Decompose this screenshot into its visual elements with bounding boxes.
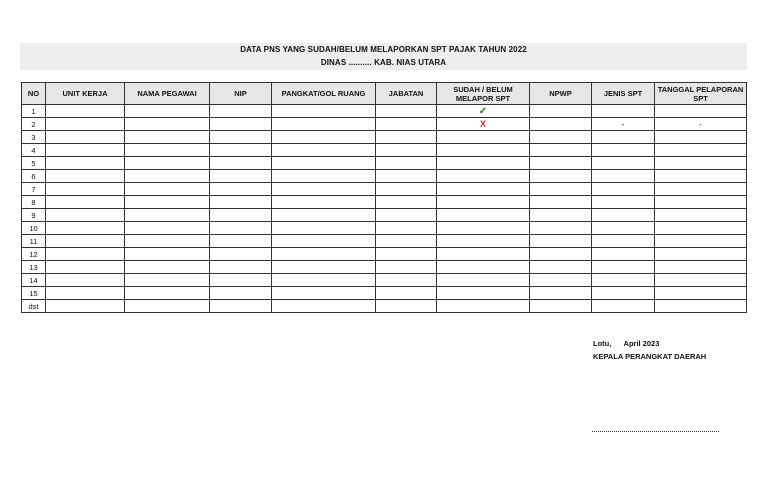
cell-no: 1 bbox=[22, 105, 46, 118]
cell-tanggal bbox=[655, 287, 747, 300]
cell-status bbox=[437, 248, 530, 261]
cell-tanggal: - bbox=[655, 118, 747, 131]
cell-pangkat bbox=[272, 235, 376, 248]
cell-status bbox=[437, 222, 530, 235]
cell-unit-kerja bbox=[46, 144, 125, 157]
cell-pangkat bbox=[272, 261, 376, 274]
table-row bbox=[22, 209, 747, 222]
spt-report-table bbox=[21, 82, 747, 313]
cell-npwp bbox=[530, 222, 592, 235]
cell-tanggal bbox=[655, 144, 747, 157]
cell-pangkat bbox=[272, 183, 376, 196]
cell-tanggal bbox=[655, 105, 747, 118]
cell-no: 5 bbox=[22, 157, 46, 170]
cell-unit-kerja bbox=[46, 105, 125, 118]
cell-pangkat bbox=[272, 157, 376, 170]
table-row bbox=[22, 131, 747, 144]
cell-nip bbox=[210, 274, 272, 287]
cell-no: 11 bbox=[22, 235, 46, 248]
cell-no: 6 bbox=[22, 170, 46, 183]
cell-nip bbox=[210, 209, 272, 222]
cell-npwp bbox=[530, 274, 592, 287]
cell-nip bbox=[210, 118, 272, 131]
cell-jabatan bbox=[376, 235, 437, 248]
cell-status bbox=[437, 196, 530, 209]
cell-unit-kerja bbox=[46, 196, 125, 209]
cell-nama-pegawai bbox=[125, 131, 210, 144]
cell-nama-pegawai bbox=[125, 157, 210, 170]
table-body bbox=[22, 105, 747, 313]
cell-nama-pegawai bbox=[125, 209, 210, 222]
col-header-tanggal: TANGGAL PELAPORAN SPT bbox=[655, 83, 747, 105]
cell-nama-pegawai bbox=[125, 222, 210, 235]
signature-role: KEPALA PERANGKAT DAERAH bbox=[593, 352, 707, 361]
cell-nama-pegawai bbox=[125, 144, 210, 157]
cell-jabatan bbox=[376, 157, 437, 170]
cell-no: 2 bbox=[22, 118, 46, 131]
cell-jenis-spt bbox=[592, 300, 655, 313]
cell-jenis-spt bbox=[592, 183, 655, 196]
cell-tanggal bbox=[655, 248, 747, 261]
table-row bbox=[22, 287, 747, 300]
cell-nip bbox=[210, 300, 272, 313]
cell-jenis-spt bbox=[592, 209, 655, 222]
cell-tanggal bbox=[655, 183, 747, 196]
cell-tanggal bbox=[655, 157, 747, 170]
table-row bbox=[22, 300, 747, 313]
cell-nip bbox=[210, 105, 272, 118]
table-row bbox=[22, 222, 747, 235]
table-row bbox=[22, 157, 747, 170]
cell-unit-kerja bbox=[46, 183, 125, 196]
cell-npwp bbox=[530, 183, 592, 196]
cell-tanggal bbox=[655, 235, 747, 248]
cell-npwp bbox=[530, 209, 592, 222]
cell-jabatan bbox=[376, 248, 437, 261]
cell-no: dst bbox=[22, 300, 46, 313]
cell-npwp bbox=[530, 170, 592, 183]
cell-no: 3 bbox=[22, 131, 46, 144]
cell-tanggal bbox=[655, 222, 747, 235]
cell-jenis-spt: - bbox=[592, 118, 655, 131]
cell-jabatan bbox=[376, 300, 437, 313]
cell-status bbox=[437, 274, 530, 287]
cell-unit-kerja bbox=[46, 131, 125, 144]
cell-jabatan bbox=[376, 274, 437, 287]
cell-nama-pegawai bbox=[125, 274, 210, 287]
cell-jabatan bbox=[376, 287, 437, 300]
cell-no: 15 bbox=[22, 287, 46, 300]
cell-status bbox=[437, 144, 530, 157]
cell-nip bbox=[210, 196, 272, 209]
cell-nip bbox=[210, 261, 272, 274]
cell-jabatan bbox=[376, 105, 437, 118]
cell-pangkat bbox=[272, 274, 376, 287]
cell-no: 10 bbox=[22, 222, 46, 235]
cell-no: 8 bbox=[22, 196, 46, 209]
cell-npwp bbox=[530, 300, 592, 313]
cell-unit-kerja bbox=[46, 274, 125, 287]
cell-jenis-spt bbox=[592, 235, 655, 248]
cell-pangkat bbox=[272, 144, 376, 157]
cell-unit-kerja bbox=[46, 118, 125, 131]
cell-npwp bbox=[530, 287, 592, 300]
table-row bbox=[22, 170, 747, 183]
cell-npwp bbox=[530, 131, 592, 144]
cell-status bbox=[437, 235, 530, 248]
cell-tanggal bbox=[655, 196, 747, 209]
cell-nama-pegawai bbox=[125, 105, 210, 118]
cell-nip bbox=[210, 222, 272, 235]
cell-jenis-spt bbox=[592, 170, 655, 183]
cross-icon: X bbox=[437, 118, 530, 131]
cell-pangkat bbox=[272, 300, 376, 313]
cell-jenis-spt bbox=[592, 261, 655, 274]
table-header-row bbox=[22, 83, 747, 105]
col-header-npwp: NPWP bbox=[530, 83, 592, 105]
cell-nip bbox=[210, 183, 272, 196]
cell-status bbox=[437, 170, 530, 183]
cell-nama-pegawai bbox=[125, 300, 210, 313]
cell-tanggal bbox=[655, 131, 747, 144]
cell-nip bbox=[210, 235, 272, 248]
cell-nama-pegawai bbox=[125, 196, 210, 209]
cell-jenis-spt bbox=[592, 248, 655, 261]
cell-jabatan bbox=[376, 261, 437, 274]
cell-jabatan bbox=[376, 170, 437, 183]
col-header-pangkat: PANGKAT/GOL RUANG bbox=[272, 83, 376, 105]
cell-unit-kerja bbox=[46, 222, 125, 235]
document-title: DATA PNS YANG SUDAH/BELUM MELAPORKAN SPT PAJAK TAHUN 2022 bbox=[240, 45, 527, 54]
cell-jabatan bbox=[376, 183, 437, 196]
cell-unit-kerja bbox=[46, 157, 125, 170]
cell-jenis-spt bbox=[592, 131, 655, 144]
check-icon: ✓ bbox=[437, 105, 530, 118]
cell-jenis-spt bbox=[592, 157, 655, 170]
cell-tanggal bbox=[655, 209, 747, 222]
cell-status bbox=[437, 157, 530, 170]
cell-nip bbox=[210, 170, 272, 183]
cell-npwp bbox=[530, 248, 592, 261]
cell-jenis-spt bbox=[592, 222, 655, 235]
cell-nama-pegawai bbox=[125, 170, 210, 183]
table-row bbox=[22, 144, 747, 157]
cell-tanggal bbox=[655, 300, 747, 313]
cell-jabatan bbox=[376, 209, 437, 222]
table-row bbox=[22, 118, 747, 131]
cell-pangkat bbox=[272, 196, 376, 209]
cell-nip bbox=[210, 287, 272, 300]
cell-no: 12 bbox=[22, 248, 46, 261]
cell-unit-kerja bbox=[46, 300, 125, 313]
cell-status bbox=[437, 183, 530, 196]
table-row bbox=[22, 196, 747, 209]
cell-pangkat bbox=[272, 170, 376, 183]
table-row bbox=[22, 235, 747, 248]
col-header-unit-kerja: UNIT KERJA bbox=[46, 83, 125, 105]
cell-no: 14 bbox=[22, 274, 46, 287]
cell-status bbox=[437, 131, 530, 144]
cell-npwp bbox=[530, 261, 592, 274]
cell-jenis-spt bbox=[592, 105, 655, 118]
cell-nama-pegawai bbox=[125, 118, 210, 131]
cell-status bbox=[437, 209, 530, 222]
col-header-no: NO bbox=[22, 83, 46, 105]
table-row bbox=[22, 274, 747, 287]
cell-unit-kerja bbox=[46, 287, 125, 300]
cell-pangkat bbox=[272, 118, 376, 131]
cell-npwp bbox=[530, 235, 592, 248]
table-row bbox=[22, 183, 747, 196]
cell-unit-kerja bbox=[46, 170, 125, 183]
cell-jabatan bbox=[376, 144, 437, 157]
cell-nama-pegawai bbox=[125, 261, 210, 274]
cell-nama-pegawai bbox=[125, 183, 210, 196]
cell-jenis-spt bbox=[592, 144, 655, 157]
cell-unit-kerja bbox=[46, 261, 125, 274]
cell-jenis-spt bbox=[592, 274, 655, 287]
col-header-status: SUDAH / BELUM MELAPOR SPT bbox=[437, 83, 530, 105]
cell-tanggal bbox=[655, 261, 747, 274]
signature-place-date: Lotu, April 2023 bbox=[593, 339, 660, 348]
table-row bbox=[22, 261, 747, 274]
cell-nama-pegawai bbox=[125, 235, 210, 248]
cell-jenis-spt bbox=[592, 196, 655, 209]
cell-nama-pegawai bbox=[125, 287, 210, 300]
cell-pangkat bbox=[272, 222, 376, 235]
col-header-nama-pegawai: NAMA PEGAWAI bbox=[125, 83, 210, 105]
cell-jabatan bbox=[376, 118, 437, 131]
cell-no: 7 bbox=[22, 183, 46, 196]
cell-no: 4 bbox=[22, 144, 46, 157]
cell-pangkat bbox=[272, 287, 376, 300]
cell-nip bbox=[210, 248, 272, 261]
cell-unit-kerja bbox=[46, 209, 125, 222]
col-header-nip: NIP bbox=[210, 83, 272, 105]
cell-no: 9 bbox=[22, 209, 46, 222]
cell-npwp bbox=[530, 144, 592, 157]
cell-nip bbox=[210, 131, 272, 144]
document-subtitle: DINAS .......... KAB. NIAS UTARA bbox=[320, 58, 447, 67]
cell-pangkat bbox=[272, 105, 376, 118]
cell-unit-kerja bbox=[46, 248, 125, 261]
cell-pangkat bbox=[272, 209, 376, 222]
cell-npwp bbox=[530, 118, 592, 131]
cell-npwp bbox=[530, 105, 592, 118]
cell-pangkat bbox=[272, 248, 376, 261]
cell-tanggal bbox=[655, 274, 747, 287]
cell-jenis-spt bbox=[592, 287, 655, 300]
cell-unit-kerja bbox=[46, 235, 125, 248]
table-row bbox=[22, 105, 747, 118]
cell-status bbox=[437, 287, 530, 300]
cell-npwp bbox=[530, 196, 592, 209]
cell-no: 13 bbox=[22, 261, 46, 274]
table-row bbox=[22, 248, 747, 261]
title-band bbox=[20, 43, 747, 70]
cell-jabatan bbox=[376, 131, 437, 144]
cell-jabatan bbox=[376, 222, 437, 235]
cell-status bbox=[437, 300, 530, 313]
cell-nip bbox=[210, 144, 272, 157]
col-header-jabatan: JABATAN bbox=[376, 83, 437, 105]
cell-pangkat bbox=[272, 131, 376, 144]
cell-jabatan bbox=[376, 196, 437, 209]
cell-npwp bbox=[530, 157, 592, 170]
cell-nip bbox=[210, 157, 272, 170]
cell-tanggal bbox=[655, 170, 747, 183]
cell-nama-pegawai bbox=[125, 248, 210, 261]
cell-status bbox=[437, 261, 530, 274]
signature-line bbox=[592, 431, 719, 432]
col-header-jenis-spt: JENIS SPT bbox=[592, 83, 655, 105]
